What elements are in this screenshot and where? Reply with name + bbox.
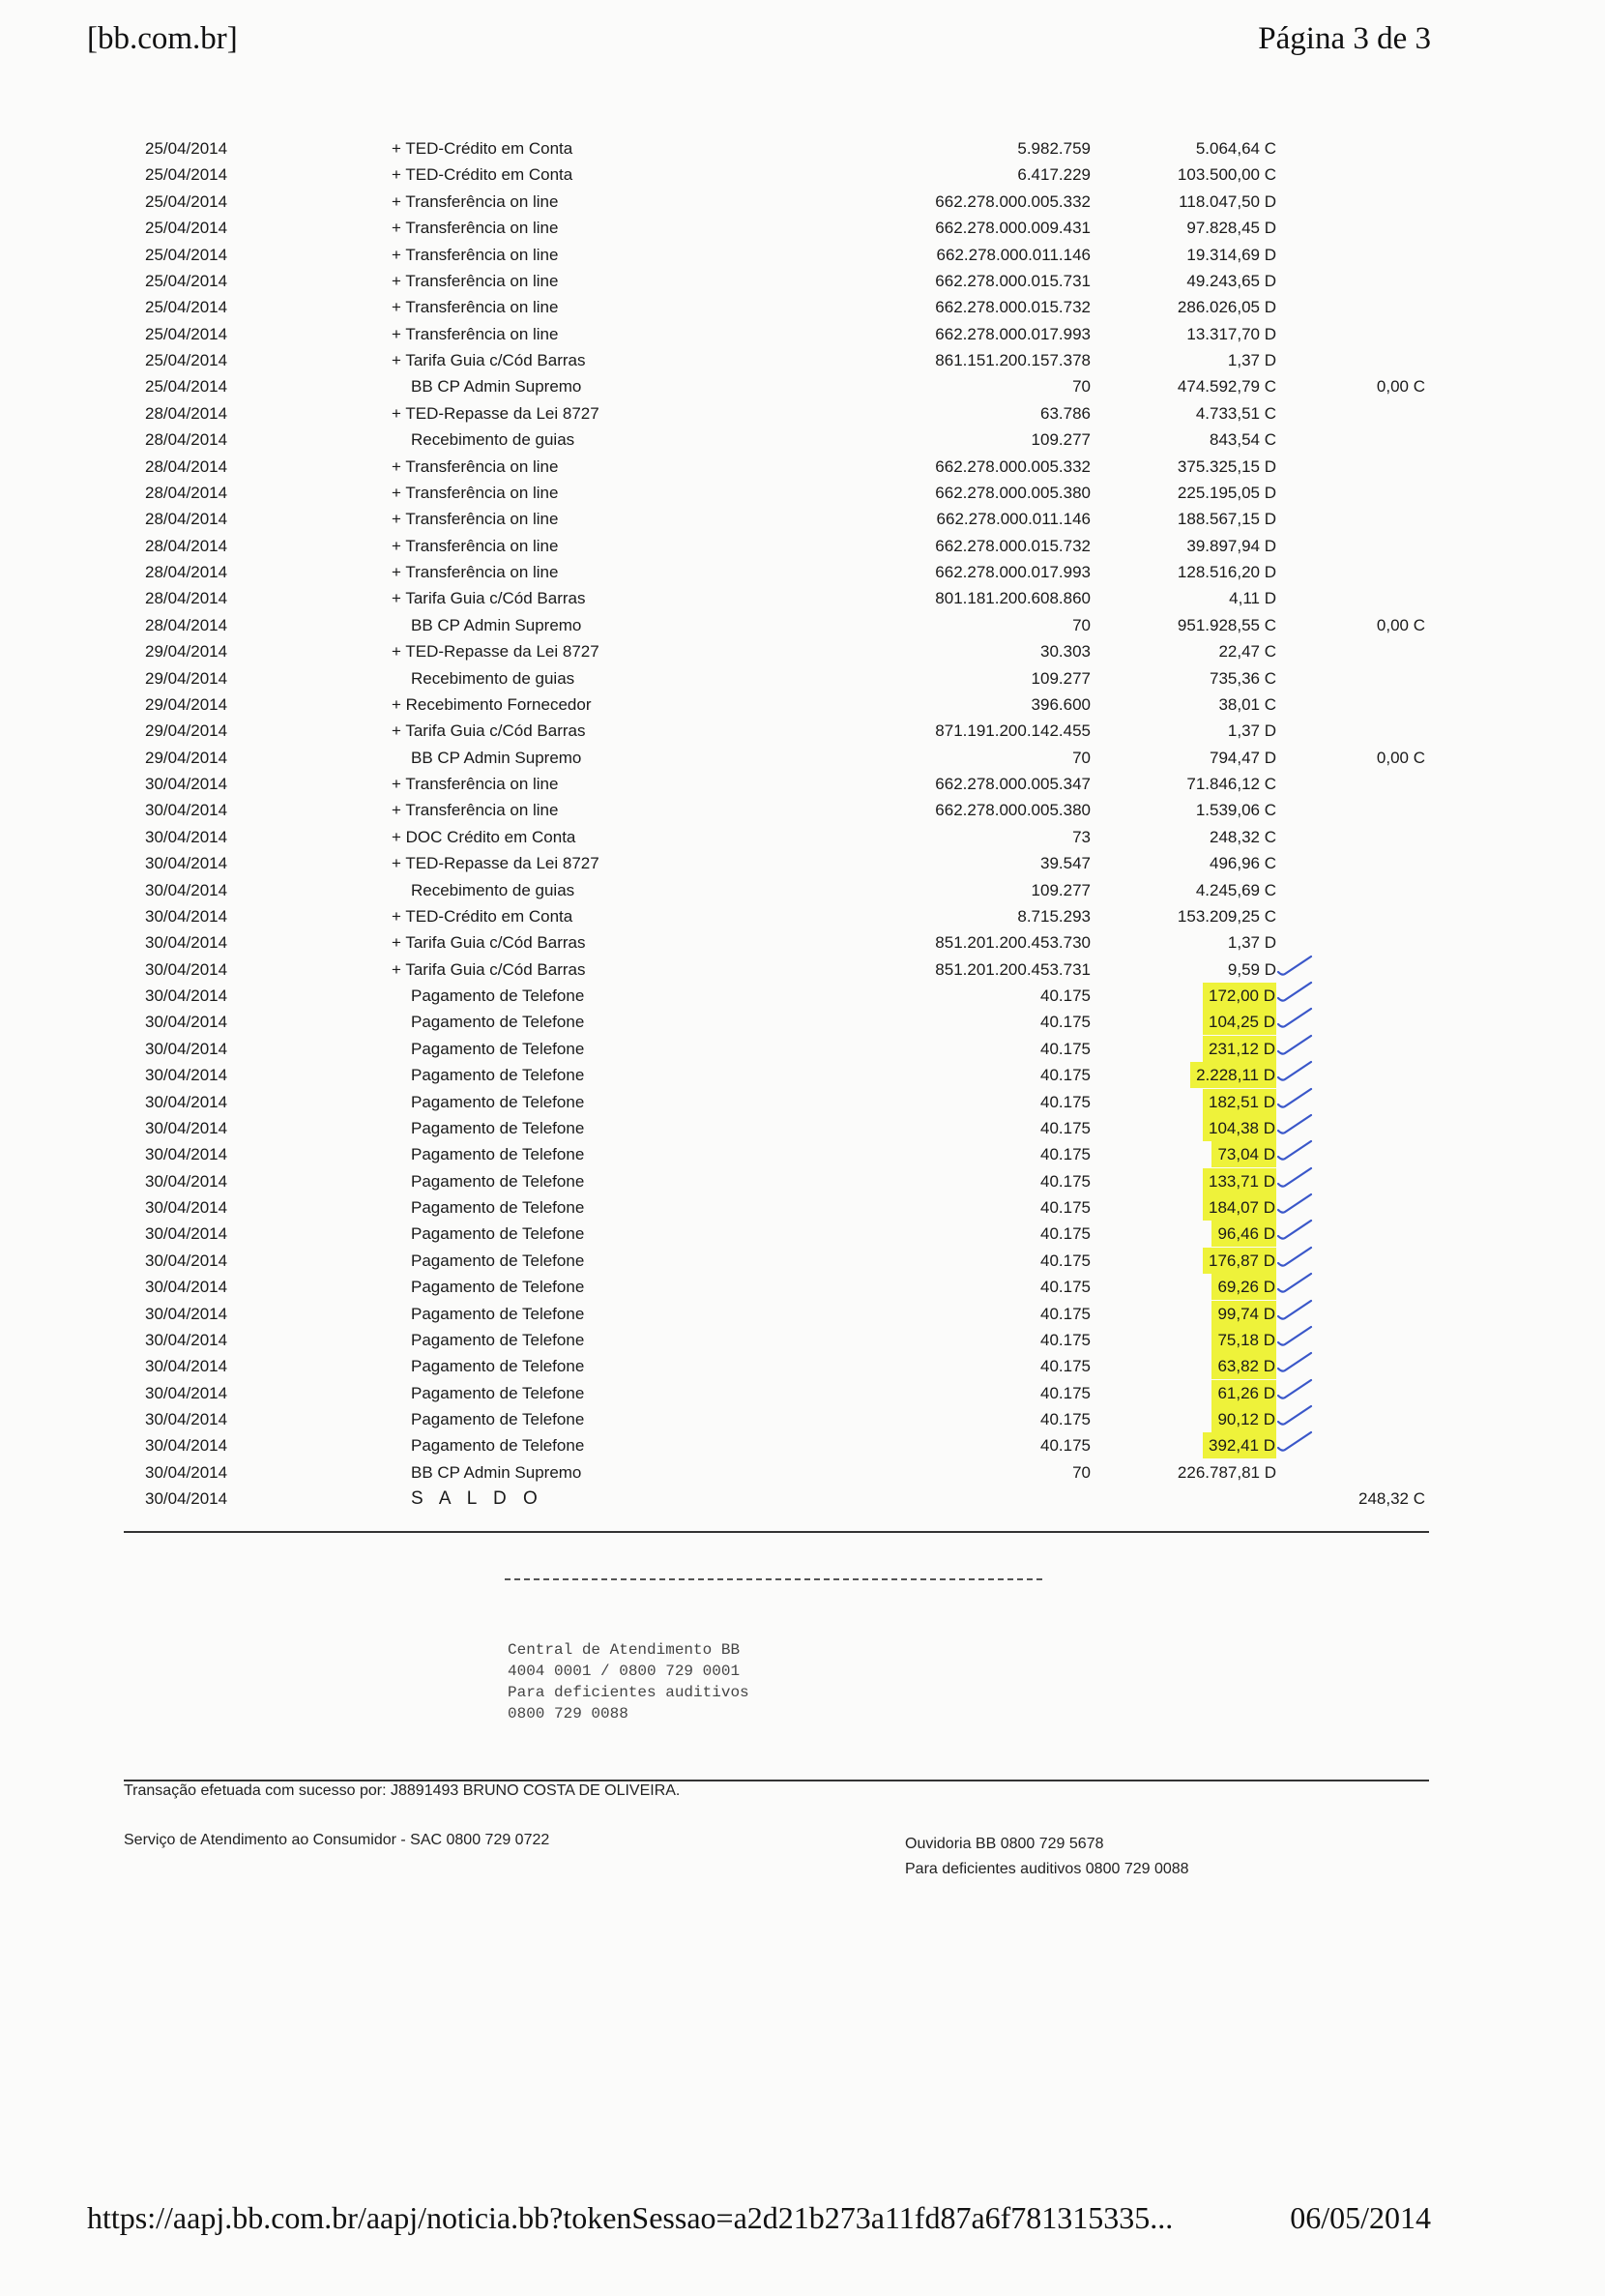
row-value: 128.516,20 D <box>1177 563 1276 581</box>
central-phones: 4004 0001 / 0800 729 0001 <box>508 1663 741 1680</box>
row-document: 662.278.000.009.431 <box>935 219 1091 238</box>
row-value: 22,47 C <box>1218 642 1276 662</box>
row-document: 8.715.293 <box>1017 906 1091 926</box>
row-document: 40.175 <box>1040 1357 1091 1376</box>
row-date: 28/04/2014 <box>145 456 228 476</box>
row-value: 153.209,25 C <box>1177 906 1276 926</box>
row-value: 38,01 C <box>1218 694 1276 714</box>
row-value: 118.047,50 D <box>1179 191 1276 211</box>
statement-row <box>0 373 1605 399</box>
row-description: BB CP Admin Supremo <box>411 1462 582 1482</box>
row-date: 25/04/2014 <box>145 298 228 317</box>
statement-row <box>0 506 1605 532</box>
row-date: 25/04/2014 <box>145 191 228 211</box>
divider <box>124 1780 1429 1781</box>
row-value: 392,41 D <box>1203 1432 1276 1458</box>
row-value: 13.317,70 D <box>1186 324 1276 343</box>
pen-check-icon <box>1276 979 1315 1008</box>
row-date: 29/04/2014 <box>145 748 228 767</box>
row-date: 25/04/2014 <box>145 245 228 264</box>
row-description: Pagamento de Telefone <box>411 986 585 1005</box>
row-document: 396.600 <box>1031 694 1091 714</box>
pen-check-icon <box>1276 1297 1315 1326</box>
row-value: 5.064,64 C <box>1195 139 1276 158</box>
row-date: 30/04/2014 <box>145 1436 228 1456</box>
row-value: 182,51 D <box>1203 1089 1276 1115</box>
row-date: 30/04/2014 <box>145 1118 228 1137</box>
row-date: 30/04/2014 <box>145 1383 228 1402</box>
row-date: 30/04/2014 <box>145 1410 228 1428</box>
statement-row <box>0 692 1605 718</box>
pen-check-icon <box>1276 1428 1315 1457</box>
divider <box>124 1531 1429 1533</box>
row-document: 662.278.000.017.993 <box>935 563 1091 581</box>
row-document: 73 <box>1072 827 1091 846</box>
row-description: + Transferência on line <box>392 245 559 264</box>
row-description: Pagamento de Telefone <box>411 1145 585 1164</box>
row-value: 226.787,81 D <box>1177 1462 1276 1482</box>
statement-row <box>0 903 1605 929</box>
statement-row <box>0 1327 1605 1353</box>
row-document: 40.175 <box>1040 1251 1091 1270</box>
row-value: 286.026,05 D <box>1177 298 1276 317</box>
row-document: 109.277 <box>1031 430 1091 450</box>
row-value: 496,96 C <box>1210 854 1276 873</box>
row-document: 40.175 <box>1040 1383 1091 1402</box>
statement-row <box>0 1353 1605 1379</box>
row-document: 662.278.000.011.146 <box>936 510 1091 529</box>
row-document: 40.175 <box>1040 1039 1091 1058</box>
row-value: 4,11 D <box>1229 589 1276 608</box>
row-date: 29/04/2014 <box>145 642 228 662</box>
row-value: 248,32 C <box>1210 827 1276 846</box>
row-document: 801.181.200.608.860 <box>935 589 1091 608</box>
row-document: 40.175 <box>1040 1304 1091 1323</box>
row-document: 63.786 <box>1040 403 1091 423</box>
statement-row <box>0 718 1605 744</box>
row-value: 49.243,65 D <box>1186 271 1276 290</box>
row-document: 40.175 <box>1040 986 1091 1005</box>
row-document: 30.303 <box>1040 642 1091 662</box>
central-title: Central de Atendimento BB <box>508 1641 741 1659</box>
row-date: 30/04/2014 <box>145 1013 228 1032</box>
row-date: 30/04/2014 <box>145 1330 228 1349</box>
row-value: 99,74 D <box>1211 1301 1276 1327</box>
row-document: 851.201.200.453.730 <box>935 933 1091 953</box>
row-description: Pagamento de Telefone <box>411 1039 585 1058</box>
statement-row <box>0 1089 1605 1115</box>
row-description: Pagamento de Telefone <box>411 1330 585 1349</box>
row-value: 474.592,79 C <box>1177 377 1276 397</box>
row-date: 30/04/2014 <box>145 1171 228 1191</box>
statement-row <box>0 1274 1605 1300</box>
footer-url: https://aapj.bb.com.br/aapj/noticia.bb?tokenSessao=a2d21b273a11fd87a6f781315335... <box>87 2200 1174 2235</box>
row-description: + Transferência on line <box>392 483 559 502</box>
row-date: 25/04/2014 <box>145 219 228 238</box>
statement-row <box>0 797 1605 823</box>
row-description: Pagamento de Telefone <box>411 1198 585 1217</box>
row-description: Recebimento de guias <box>411 430 575 450</box>
row-date: 28/04/2014 <box>145 615 228 634</box>
statement-row <box>0 929 1605 956</box>
statement-row <box>0 585 1605 611</box>
pen-check-icon <box>1276 953 1315 982</box>
row-document: 861.151.200.157.378 <box>935 351 1091 369</box>
row-balance: 248,32 C <box>1358 1489 1425 1509</box>
row-document: 662.278.000.005.380 <box>935 483 1091 502</box>
row-document: 40.175 <box>1040 1092 1091 1111</box>
pen-check-icon <box>1276 1244 1315 1273</box>
row-description: + Transferência on line <box>392 298 559 317</box>
row-value: 2.228,11 D <box>1190 1062 1276 1088</box>
row-date: 25/04/2014 <box>145 165 228 185</box>
row-description: BB CP Admin Supremo <box>411 615 582 634</box>
row-value: 794,47 D <box>1210 748 1276 767</box>
pen-check-icon <box>1276 1376 1315 1405</box>
statement-row <box>0 1380 1605 1406</box>
statement-row <box>0 533 1605 559</box>
sac-contact: Serviço de Atendimento ao Consumidor - SAC 0800 729 0722 <box>124 1832 550 1848</box>
row-description: + Transferência on line <box>392 510 559 529</box>
row-date: 30/04/2014 <box>145 1357 228 1376</box>
statement-row <box>0 665 1605 692</box>
row-description: BB CP Admin Supremo <box>411 748 582 767</box>
row-description: + TED-Crédito em Conta <box>392 139 573 158</box>
statement-row <box>0 162 1605 188</box>
row-value: 172,00 D <box>1203 983 1276 1009</box>
pen-check-icon <box>1276 1111 1315 1140</box>
row-value: 96,46 D <box>1211 1221 1276 1247</box>
row-balance: 0,00 C <box>1376 377 1425 397</box>
row-description: Pagamento de Telefone <box>411 1118 585 1137</box>
row-document: 40.175 <box>1040 1013 1091 1032</box>
row-document: 662.278.000.015.731 <box>935 271 1091 290</box>
row-date: 28/04/2014 <box>145 430 228 450</box>
row-description: + Tarifa Guia c/Cód Barras <box>392 721 586 741</box>
row-value: 1,37 D <box>1227 351 1276 369</box>
row-description: Pagamento de Telefone <box>411 1251 585 1270</box>
dashed-divider <box>505 1578 1042 1580</box>
row-date: 28/04/2014 <box>145 589 228 608</box>
row-date: 30/04/2014 <box>145 1304 228 1323</box>
row-document: 70 <box>1072 377 1091 397</box>
row-value: 225.195,05 D <box>1177 483 1276 502</box>
row-description: + Recebimento Fornecedor <box>392 694 592 714</box>
row-description: + TED-Crédito em Conta <box>392 165 573 185</box>
row-date: 28/04/2014 <box>145 483 228 502</box>
row-date: 28/04/2014 <box>145 563 228 581</box>
row-document: 40.175 <box>1040 1145 1091 1164</box>
statement-row <box>0 242 1605 268</box>
row-date: 30/04/2014 <box>145 933 228 953</box>
row-description: Pagamento de Telefone <box>411 1383 585 1402</box>
row-document: 662.278.000.005.332 <box>935 191 1091 211</box>
row-description: + Transferência on line <box>392 219 559 238</box>
row-value: 188.567,15 D <box>1177 510 1276 529</box>
row-document: 662.278.000.017.993 <box>935 324 1091 343</box>
statement-row <box>0 1194 1605 1221</box>
row-document: 40.175 <box>1040 1410 1091 1428</box>
statement-row <box>0 983 1605 1009</box>
pen-check-icon <box>1276 1217 1315 1246</box>
row-value: 104,25 D <box>1203 1009 1276 1035</box>
row-value: 71.846,12 C <box>1186 775 1276 793</box>
statement-row <box>0 559 1605 585</box>
row-value: 39.897,94 D <box>1186 536 1276 555</box>
row-description: + Transferência on line <box>392 775 559 793</box>
row-value: 4.245,69 C <box>1195 880 1276 899</box>
statement-row <box>0 850 1605 876</box>
pen-check-icon <box>1276 1191 1315 1220</box>
statement-row <box>0 612 1605 638</box>
statement-row <box>0 1009 1605 1035</box>
row-date: 30/04/2014 <box>145 1092 228 1111</box>
statement-row <box>0 1036 1605 1062</box>
pen-check-icon <box>1276 1164 1315 1193</box>
statement-row <box>0 1141 1605 1167</box>
footer-date: 06/05/2014 <box>1290 2200 1431 2235</box>
row-document: 70 <box>1072 1462 1091 1482</box>
row-value: 19.314,69 D <box>1186 245 1276 264</box>
row-document: 40.175 <box>1040 1330 1091 1349</box>
row-document: 40.175 <box>1040 1198 1091 1217</box>
row-date: 30/04/2014 <box>145 1462 228 1482</box>
statement-row <box>0 824 1605 850</box>
row-document: 40.175 <box>1040 1224 1091 1244</box>
site-header: [bb.com.br] <box>87 21 238 56</box>
row-description: S A L D O <box>411 1488 543 1510</box>
row-description: + TED-Repasse da Lei 8727 <box>392 642 599 662</box>
row-value: 75,18 D <box>1211 1327 1276 1353</box>
row-document: 70 <box>1072 615 1091 634</box>
row-date: 30/04/2014 <box>145 1278 228 1297</box>
row-description: + Tarifa Guia c/Cód Barras <box>392 959 586 979</box>
row-description: + Transferência on line <box>392 563 559 581</box>
row-value: 104,38 D <box>1203 1115 1276 1141</box>
row-date: 30/04/2014 <box>145 1039 228 1058</box>
row-value: 61,26 D <box>1211 1380 1276 1406</box>
statement-row <box>0 1486 1605 1512</box>
pen-check-icon <box>1276 1137 1315 1166</box>
statement-row <box>0 1432 1605 1458</box>
row-document: 662.278.000.005.332 <box>935 456 1091 476</box>
row-description: + Tarifa Guia c/Cód Barras <box>392 933 586 953</box>
page-number: Página 3 de 3 <box>1258 21 1431 56</box>
row-value: 73,04 D <box>1211 1141 1276 1167</box>
row-description: Pagamento de Telefone <box>411 1171 585 1191</box>
row-date: 28/04/2014 <box>145 510 228 529</box>
row-description: Pagamento de Telefone <box>411 1278 585 1297</box>
row-date: 28/04/2014 <box>145 536 228 555</box>
row-description: Recebimento de guias <box>411 880 575 899</box>
row-value: 176,87 D <box>1203 1248 1276 1274</box>
row-description: Pagamento de Telefone <box>411 1436 585 1456</box>
row-description: Pagamento de Telefone <box>411 1410 585 1428</box>
row-description: + Tarifa Guia c/Cód Barras <box>392 589 586 608</box>
central-deficient-phone: 0800 729 0088 <box>508 1705 628 1722</box>
statement-row <box>0 1248 1605 1274</box>
statement-row <box>0 1115 1605 1141</box>
row-date: 30/04/2014 <box>145 1198 228 1217</box>
statement-row <box>0 1168 1605 1194</box>
row-description: Pagamento de Telefone <box>411 1013 585 1032</box>
pen-check-icon <box>1276 1085 1315 1114</box>
row-date: 30/04/2014 <box>145 906 228 926</box>
statement-row <box>0 771 1605 797</box>
pen-check-icon <box>1276 1402 1315 1431</box>
ouvidoria-line: Ouvidoria BB 0800 729 5678 <box>905 1836 1104 1852</box>
row-value: 735,36 C <box>1210 668 1276 688</box>
row-description: + Transferência on line <box>392 191 559 211</box>
row-document: 662.278.000.015.732 <box>935 536 1091 555</box>
statement-row <box>0 189 1605 215</box>
statement-row <box>0 480 1605 506</box>
statement-table <box>0 135 1605 1513</box>
row-description: + TED-Repasse da Lei 8727 <box>392 854 599 873</box>
row-value: 9,59 D <box>1227 959 1276 979</box>
row-description: Recebimento de guias <box>411 668 575 688</box>
statement-row <box>0 1459 1605 1486</box>
row-date: 30/04/2014 <box>145 880 228 899</box>
statement-row <box>0 294 1605 320</box>
statement-row <box>0 215 1605 241</box>
row-document: 40.175 <box>1040 1118 1091 1137</box>
statement-row <box>0 347 1605 373</box>
row-document: 662.278.000.005.380 <box>935 801 1091 820</box>
row-date: 30/04/2014 <box>145 775 228 793</box>
row-value: 375.325,15 D <box>1177 456 1276 476</box>
row-value: 4.733,51 C <box>1195 403 1276 423</box>
row-value: 103.500,00 C <box>1177 165 1276 185</box>
transaction-confirmation: Transação efetuada com sucesso por: J8891493 BRUNO COSTA DE OLIVEIRA. <box>124 1782 681 1799</box>
row-date: 30/04/2014 <box>145 959 228 979</box>
statement-row <box>0 427 1605 453</box>
row-description: + Transferência on line <box>392 324 559 343</box>
row-date: 30/04/2014 <box>145 986 228 1005</box>
row-date: 25/04/2014 <box>145 377 228 397</box>
row-description: Pagamento de Telefone <box>411 1304 585 1323</box>
row-value: 843,54 C <box>1210 430 1276 450</box>
row-value: 97.828,45 D <box>1186 219 1276 238</box>
row-document: 70 <box>1072 748 1091 767</box>
row-date: 30/04/2014 <box>145 1224 228 1244</box>
row-date: 25/04/2014 <box>145 139 228 158</box>
row-description: + TED-Crédito em Conta <box>392 906 573 926</box>
row-document: 109.277 <box>1031 880 1091 899</box>
row-description: Pagamento de Telefone <box>411 1357 585 1376</box>
row-date: 30/04/2014 <box>145 854 228 873</box>
statement-row <box>0 321 1605 347</box>
row-description: + Transferência on line <box>392 271 559 290</box>
pen-check-icon <box>1276 1005 1315 1034</box>
row-date: 30/04/2014 <box>145 1145 228 1164</box>
row-document: 871.191.200.142.455 <box>935 721 1091 741</box>
pen-check-icon <box>1276 1323 1315 1352</box>
row-value: 63,82 D <box>1211 1353 1276 1379</box>
statement-row <box>0 135 1605 162</box>
row-date: 25/04/2014 <box>145 324 228 343</box>
row-date: 29/04/2014 <box>145 694 228 714</box>
row-document: 40.175 <box>1040 1436 1091 1456</box>
row-description: Pagamento de Telefone <box>411 1224 585 1244</box>
row-value: 1.539,06 C <box>1195 801 1276 820</box>
row-document: 40.175 <box>1040 1171 1091 1191</box>
row-description: BB CP Admin Supremo <box>411 377 582 397</box>
row-document: 662.278.000.011.146 <box>936 245 1091 264</box>
row-description: + Transferência on line <box>392 801 559 820</box>
pen-check-icon <box>1276 1058 1315 1087</box>
row-date: 30/04/2014 <box>145 1251 228 1270</box>
row-description: + TED-Repasse da Lei 8727 <box>392 403 599 423</box>
row-value: 90,12 D <box>1211 1406 1276 1432</box>
row-document: 6.417.229 <box>1017 165 1091 185</box>
central-deficient-label: Para deficientes auditivos <box>508 1684 749 1701</box>
row-document: 40.175 <box>1040 1066 1091 1085</box>
row-description: + Transferência on line <box>392 536 559 555</box>
row-date: 29/04/2014 <box>145 668 228 688</box>
row-date: 30/04/2014 <box>145 1489 228 1509</box>
row-value: 951.928,55 C <box>1177 615 1276 634</box>
pen-check-icon <box>1276 1032 1315 1061</box>
statement-row <box>0 400 1605 427</box>
row-value: 133,71 D <box>1203 1168 1276 1194</box>
row-document: 5.982.759 <box>1017 139 1091 158</box>
row-value: 69,26 D <box>1211 1274 1276 1300</box>
statement-row <box>0 957 1605 983</box>
statement-row <box>0 268 1605 294</box>
pen-check-icon <box>1276 1349 1315 1378</box>
row-description: + Transferência on line <box>392 456 559 476</box>
statement-row <box>0 1301 1605 1327</box>
row-date: 30/04/2014 <box>145 801 228 820</box>
row-document: 662.278.000.005.347 <box>935 775 1091 793</box>
pen-check-icon <box>1276 1270 1315 1299</box>
row-value: 184,07 D <box>1203 1194 1276 1221</box>
row-description: Pagamento de Telefone <box>411 1066 585 1085</box>
row-value: 1,37 D <box>1227 933 1276 953</box>
row-document: 662.278.000.015.732 <box>935 298 1091 317</box>
row-value: 231,12 D <box>1203 1036 1276 1062</box>
row-document: 39.547 <box>1040 854 1091 873</box>
statement-row <box>0 1062 1605 1088</box>
row-description: + Tarifa Guia c/Cód Barras <box>392 351 586 369</box>
row-document: 109.277 <box>1031 668 1091 688</box>
row-date: 30/04/2014 <box>145 1066 228 1085</box>
row-date: 30/04/2014 <box>145 827 228 846</box>
statement-row <box>0 1406 1605 1432</box>
row-description: + DOC Crédito em Conta <box>392 827 576 846</box>
row-description: Pagamento de Telefone <box>411 1092 585 1111</box>
row-document: 40.175 <box>1040 1278 1091 1297</box>
row-date: 25/04/2014 <box>145 351 228 369</box>
row-date: 25/04/2014 <box>145 271 228 290</box>
row-date: 28/04/2014 <box>145 403 228 423</box>
central-atendimento <box>508 1639 749 1724</box>
statement-row <box>0 454 1605 480</box>
statement-row <box>0 638 1605 664</box>
row-balance: 0,00 C <box>1376 615 1425 634</box>
ouvidoria-contact <box>905 1832 1189 1882</box>
row-date: 29/04/2014 <box>145 721 228 741</box>
statement-row <box>0 877 1605 903</box>
row-document: 851.201.200.453.731 <box>935 959 1091 979</box>
statement-row <box>0 1221 1605 1247</box>
row-balance: 0,00 C <box>1376 748 1425 767</box>
row-value: 1,37 D <box>1227 721 1276 741</box>
statement-row <box>0 745 1605 771</box>
ouvidoria-deficient-line: Para deficientes auditivos 0800 729 0088 <box>905 1861 1189 1877</box>
